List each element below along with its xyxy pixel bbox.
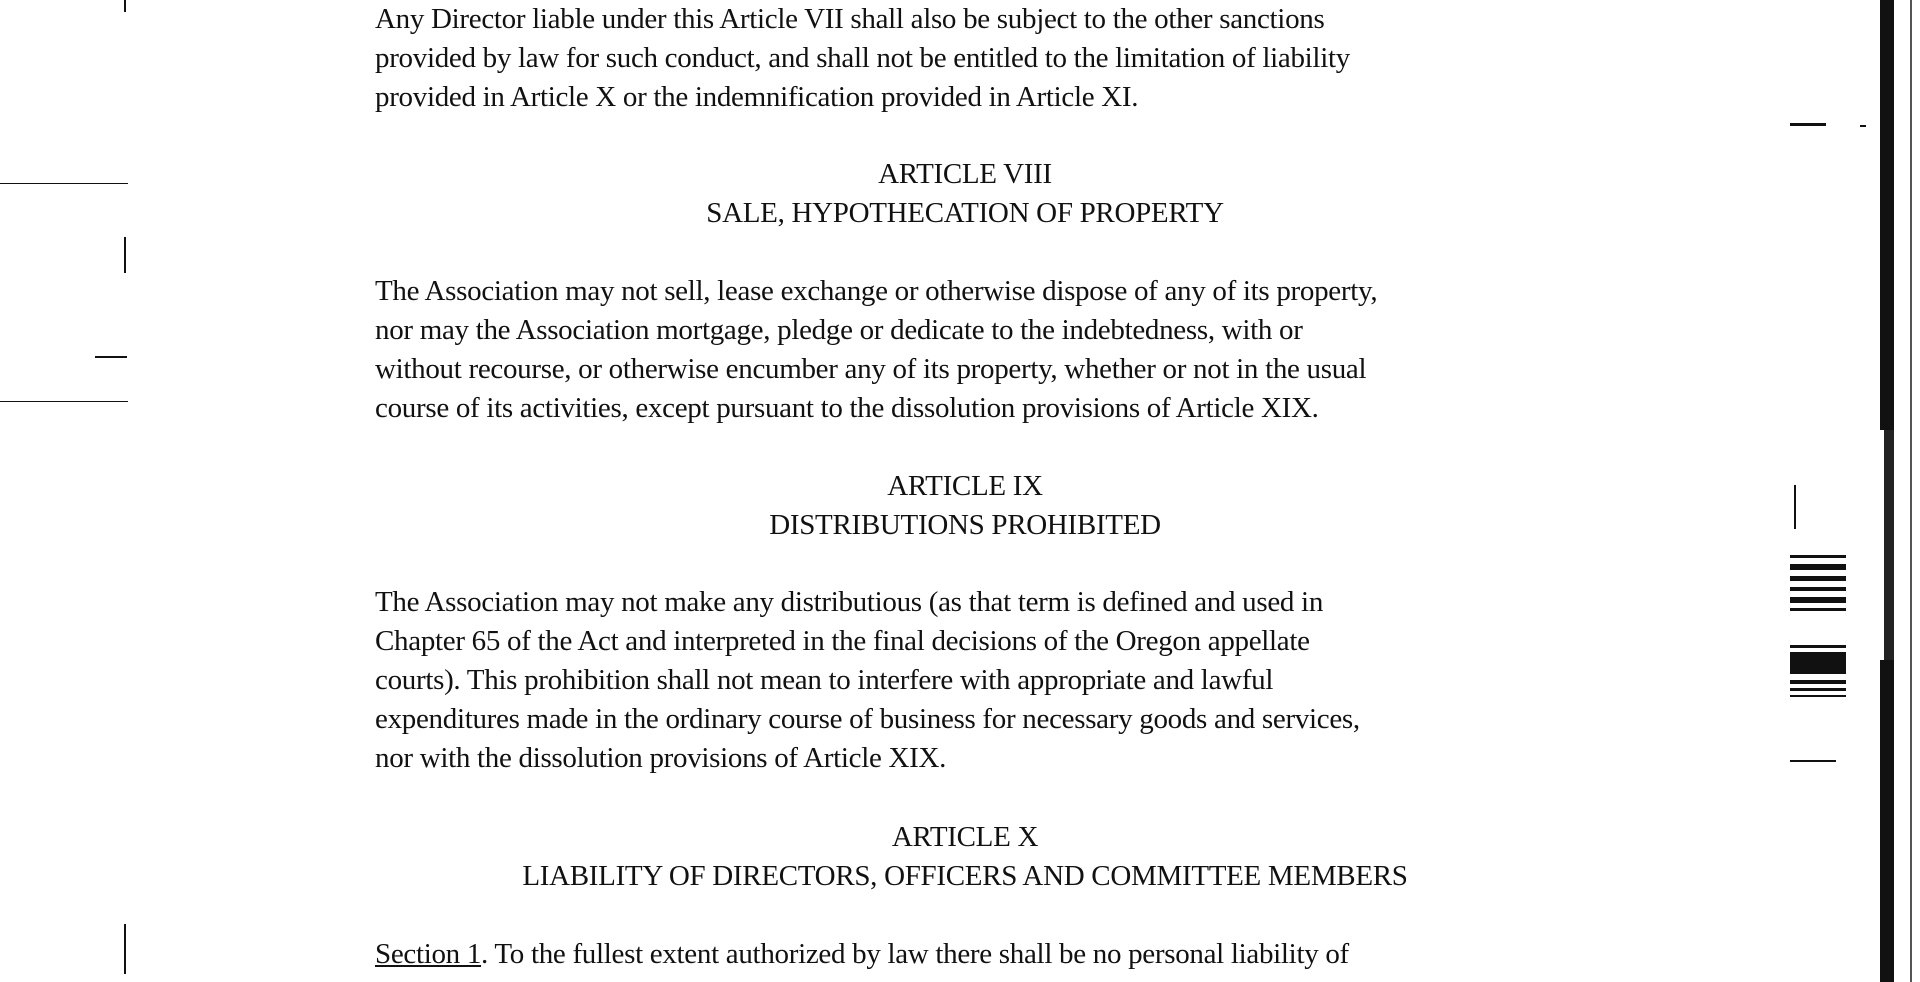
paragraph-line: The Association may not make any distributious (as that term is defined and used in <box>375 586 1324 618</box>
scan-mark <box>1790 576 1846 581</box>
scan-mark <box>1790 555 1846 558</box>
paragraph-line: expenditures made in the ordinary course of business for necessary goods and services, <box>375 703 1360 735</box>
scan-mark <box>1790 688 1846 691</box>
section1-text: . To the fullest extent authorized by law there shall be no personal liability of <box>481 938 1349 970</box>
paragraph-line: provided in Article X or the indemnification provided in Article XI. <box>375 81 1139 113</box>
article10-heading <box>350 818 1580 896</box>
paragraph-line: without recourse, or otherwise encumber any of its property, whether or not in the usual <box>375 353 1367 385</box>
scan-mark <box>1790 652 1846 674</box>
paragraph-line: nor may the Association mortgage, pledge or dedicate to the indebtedness, with or <box>375 314 1303 346</box>
scan-mark <box>1790 564 1846 570</box>
scan-edge-bar <box>1880 660 1894 982</box>
paragraph-line: course of its activities, except pursuant to the dissolution provisions of Article XIX. <box>375 392 1319 424</box>
article10-number: ARTICLE X <box>891 821 1039 853</box>
article9-heading <box>350 467 1580 545</box>
scan-mark <box>95 356 127 358</box>
scan-mark <box>1794 485 1796 529</box>
scan-mark <box>124 237 126 273</box>
paragraph-line: nor with the dissolution provisions of Article XIX. <box>375 742 947 774</box>
article8-body <box>375 272 1555 428</box>
scan-mark <box>124 924 126 974</box>
scan-mark <box>1790 695 1846 697</box>
article8-heading <box>350 155 1580 233</box>
scan-mark <box>1790 645 1846 648</box>
article9-body <box>375 583 1555 778</box>
paragraph-line: The Association may not sell, lease exchange or otherwise dispose of any of its property, <box>375 275 1378 307</box>
paragraph-line: provided by law for such conduct, and shall not be entitled to the limitation of liability <box>375 42 1350 74</box>
scan-mark <box>124 0 126 12</box>
paragraph-line: Chapter 65 of the Act and interpreted in the final decisions of the Oregon appellate <box>375 625 1310 657</box>
scan-edge-line <box>1910 0 1912 982</box>
paragraph-line: courts). This prohibition shall not mean to interfere with appropriate and lawful <box>375 664 1274 696</box>
article9-title: DISTRIBUTIONS PROHIBITED <box>769 509 1161 541</box>
scan-edge-bar <box>1880 0 1894 430</box>
section1-line <box>375 935 1555 974</box>
scan-mark <box>1790 587 1846 591</box>
scan-mark <box>1860 125 1866 127</box>
scan-mark <box>1790 608 1846 611</box>
article9-number: ARTICLE IX <box>887 470 1043 502</box>
scan-mark <box>0 183 128 184</box>
article7-closing-paragraph <box>375 0 1555 117</box>
paragraph-line: Any Director liable under this Article VII shall also be subject to the other sanctions <box>375 3 1325 35</box>
article8-number: ARTICLE VIII <box>878 158 1052 190</box>
article10-section1 <box>375 935 1555 974</box>
scan-mark <box>1790 597 1846 603</box>
section1-label: Section 1 <box>375 938 482 970</box>
article8-title: SALE, HYPOTHECATION OF PROPERTY <box>706 197 1224 229</box>
scan-edge-bar <box>1884 430 1894 660</box>
scan-mark <box>0 401 128 402</box>
scan-mark <box>1790 680 1846 684</box>
article10-title: LIABILITY OF DIRECTORS, OFFICERS AND COMMITTEE MEMBERS <box>522 860 1408 892</box>
scan-mark <box>1790 760 1836 762</box>
scan-mark <box>1790 123 1826 126</box>
